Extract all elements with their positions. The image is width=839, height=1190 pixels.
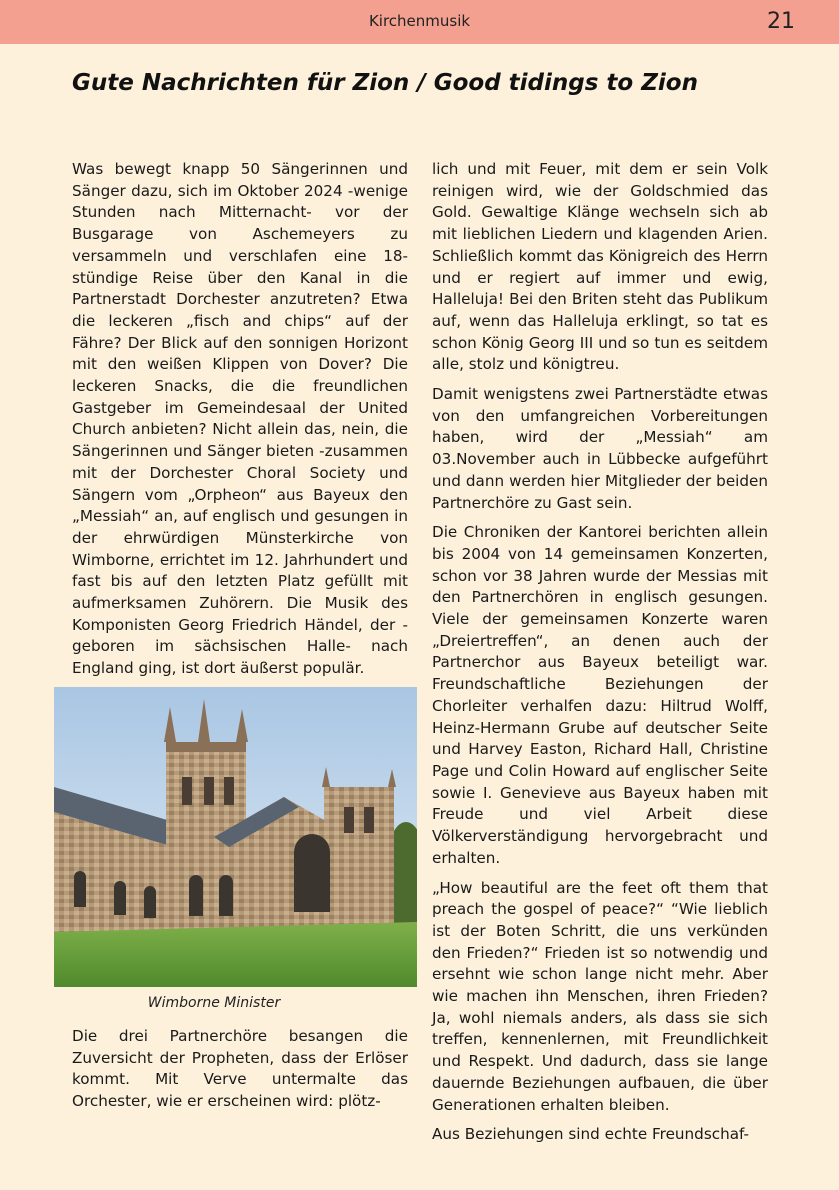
paragraph: Die Chroniken der Kantorei berichten allein bis 2004 von 14 gemeinsamen Konzerten, schon vor 38 Jahren wurde der Messias mit den Partnerchören in englisch gesungen. Viele der gemeinsamen Konzerte waren „Dreiertreffen“, an denen auch der Partnerchor aus Bayeux beteiligt war. Freundschaftliche Beziehungen der Chorleiter verhalfen dazu: Hiltrud Wolff, Heinz-Hermann Grube auf deutscher Seite und Harvey Easton, Richard Hall, Christine Page und Colin Howard auf englischer Seite sowie I. Genevieve aus Bayeux haben mit Freude und viel Arbeit diese Völkerverständigung hervorgebracht und erhalten. <box>432 523 768 867</box>
paragraph: Die drei Partnerchöre besangen die Zuversicht der Propheten, dass der Erlöser kommt. Mit Verve untermalte das Orchester, wie er erscheinen wird: plötz- <box>72 1027 408 1111</box>
photo-caption: Wimborne Minister <box>147 995 281 1011</box>
paragraph: Aus Beziehungen sind echte Freundschaf- <box>432 1125 750 1144</box>
right-column <box>432 159 768 1154</box>
left-column-top <box>72 159 408 688</box>
paragraph: Was bewegt knapp 50 Sängerinnen und Sänger dazu, sich im Oktober 2024 -wenige Stunden nach Mitternacht- vor der Busgarage von Aschemeyers zu versammeln und verschlafen eine 18-stündige Reise über den Kanal in die Partnerstadt Dorchester anzutreten? Etwa die leckeren „fisch and chips“ auf der Fähre? Der Blick auf den sonnigen Horizont mit den weißen Klippen von Dover? Die leckeren Snacks, die die freundlichen Gastgeber im Gemeindesaal der United Church anbieten? Nicht allein das, nein, die Sängerinnen und Sänger bieten -zusammen mit der Dorchester Choral Society und Sängern vom „Orpheon“ aus Bayeux den „Messiah“ an, auf englisch und gesungen in der ehrwürdigen Münsterkirche von Wimborne, errichtet im 12. Jahrhundert und fast bis auf den letzten Platz gefüllt mit aufmerksamen Zuhörern. Die Musik des Komponisten Georg Friedrich Händel, der -geboren im sächsischen Halle- nach England ging, ist dort äußerst populär. <box>72 160 408 678</box>
page-number: 21 <box>767 9 795 34</box>
paragraph: Damit wenigstens zwei Partnerstädte etwas von den umfangreichen Vorbereitungen haben, wird der „Messiah“ am 03.November auch in Lübbecke aufgeführt und dann werden hier Mitglieder der beiden Partnerchöre zu Gast sein. <box>432 385 768 512</box>
header-bar <box>0 0 839 44</box>
wimborne-minster-image <box>54 687 417 987</box>
article-title: Gute Nachrichten für Zion / Good tidings to Zion <box>72 70 698 96</box>
section-title: Kirchenmusik <box>368 12 471 30</box>
paragraph: „How beautiful are the feet oft them that preach the gospel of peace?“ “Wie lieblich ist der Boten Schritt, die uns verkünden den Frieden?“ Frieden ist so notwendig und ersehnt wie schon lange nicht mehr. Aber wie machen ihn Menschen, ihren Frieden? Ja, wohl niemals anders, als dass sie sich treffen, kennenlernen, mit Freundlichkeit und Respekt. Und dadurch, dass sie lange dauernde Beziehungen aufbauen, die über Generationen erhalten bleiben. <box>432 878 768 1114</box>
left-column-bottom <box>72 1026 408 1121</box>
paragraph: lich und mit Feuer, mit dem er sein Volk reinigen wird, wie der Goldschmied das Gold. Gewaltige Klänge wechseln sich ab mit lieblichen Liedern und klagenden Arien. Schließlich kommt das Königreich des Herrn und er regiert auf immer und ewig, Halleluja! Bei den Briten steht das Publikum auf, wenn das Halleluja erklingt, so tat es schon König Georg III und so tun es seitdem alle, stolz und königtreu. <box>432 160 768 374</box>
church-photo <box>54 687 417 987</box>
